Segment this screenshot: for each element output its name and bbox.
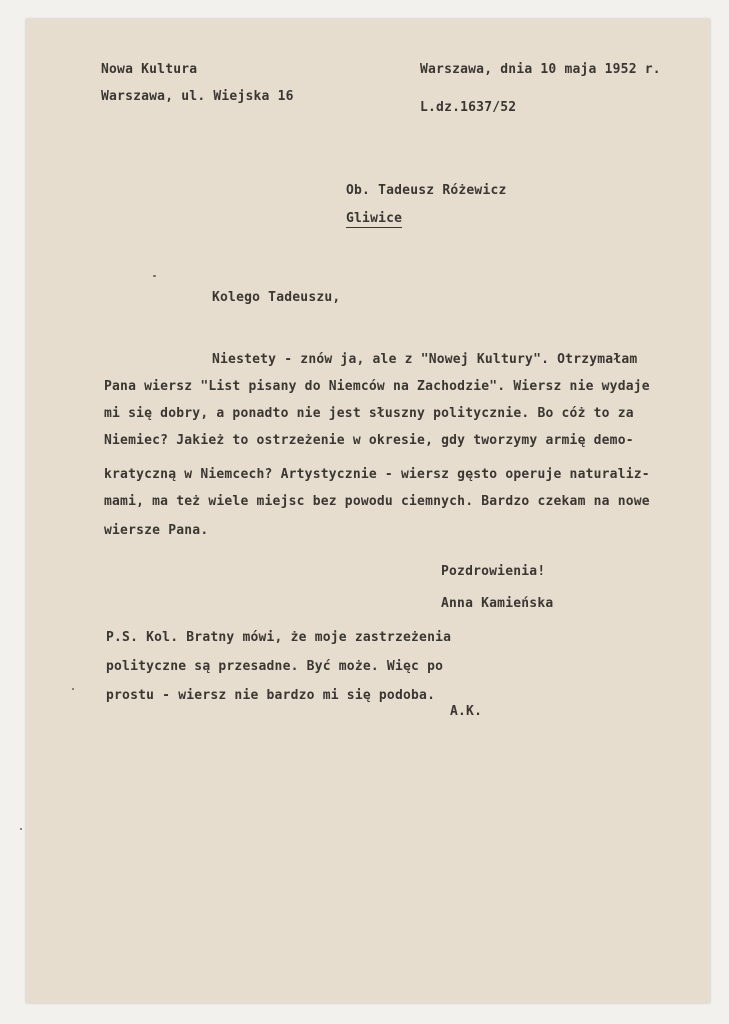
ink-dot — [153, 275, 156, 277]
closing: Pozdrowienia! — [441, 564, 546, 579]
postscript-line: prostu - wiersz nie bardzo mi się podoba. — [106, 688, 436, 703]
body-line: kratyczną w Niemcech? Artystycznie - wiersz gęsto operuje naturaliz- — [104, 467, 650, 482]
recipient-city: Gliwice — [346, 211, 403, 226]
ink-dot — [20, 828, 22, 830]
body-line: Niemiec? Jakież to ostrzeżenie w okresie, gdy tworzymy armię demo- — [104, 433, 634, 448]
ink-dot — [72, 688, 74, 690]
body-line: Niestety - znów ja, ale z "Nowej Kultury". Otrzymałam — [212, 352, 638, 367]
sender-name: Nowa Kultura — [101, 62, 198, 77]
sender-address: Warszawa, ul. Wiejska 16 — [101, 89, 294, 104]
postscript-line: polityczne są przesadne. Być może. Więc po — [106, 659, 444, 674]
letter-sheet — [26, 19, 710, 1003]
body-line: wiersze Pana. — [104, 523, 209, 538]
body-line: mami, ma też wiele miejsc bez powodu ciemnych. Bardzo czekam na nowe — [104, 494, 650, 509]
body-line: mi się dobry, a ponadto nie jest słuszny politycznie. Bo cóż to za — [104, 406, 634, 421]
reference-number: L.dz.1637/52 — [420, 100, 517, 115]
body-line: Pana wiersz "List pisany do Niemców na Zachodzie". Wiersz nie wydaje — [104, 379, 650, 394]
recipient-name: Ob. Tadeusz Różewicz — [346, 183, 507, 198]
signature: Anna Kamieńska — [441, 596, 554, 611]
initials: A.K. — [450, 704, 483, 719]
salutation: Kolego Tadeuszu, — [212, 290, 341, 305]
postscript-line: P.S. Kol. Bratny mówi, że moje zastrzeżenia — [106, 630, 452, 645]
place-date: Warszawa, dnia 10 maja 1952 r. — [420, 62, 661, 77]
